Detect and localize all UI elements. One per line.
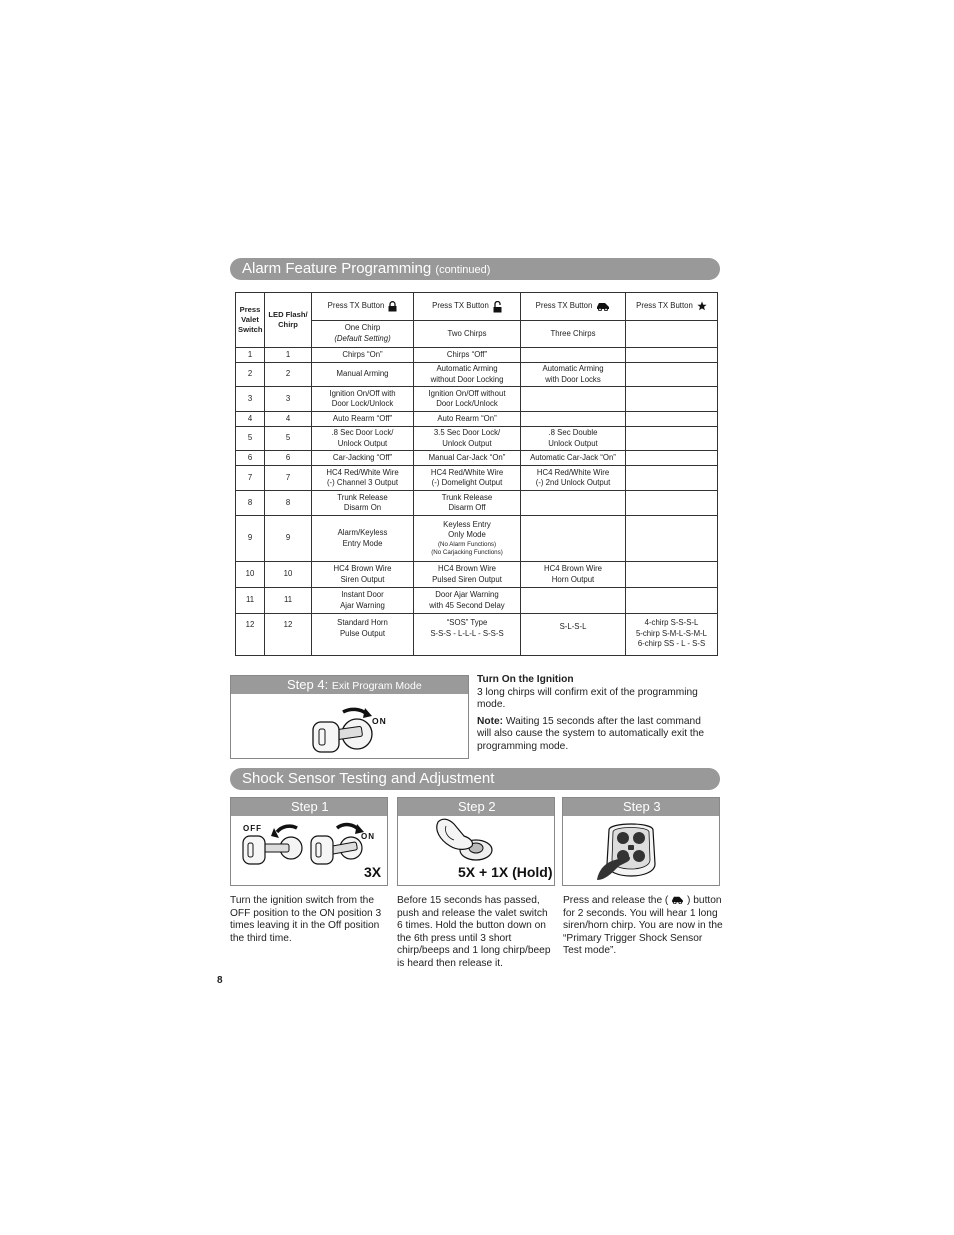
step4-subtitle: Exit Program Mode (331, 680, 422, 692)
ignition-key-icon (239, 820, 309, 870)
section-banner-alarm-programming (230, 258, 720, 280)
press-count: 5X + 1X (Hold) (458, 864, 553, 880)
led-count: 10 (265, 562, 312, 588)
valet-switch-finger-icon (432, 818, 502, 866)
step3-panel (562, 797, 720, 886)
valet-count: 12 (236, 614, 265, 656)
table-cell: Chirps “Off” (414, 348, 521, 363)
header-led-flash-chirp: LED Flash/ Chirp (265, 293, 312, 348)
banner-title: Shock Sensor Testing and Adjustment (242, 770, 495, 787)
table-cell: Automatic Arming with Door Locks (521, 363, 626, 387)
valet-count: 11 (236, 588, 265, 614)
step3-title: Step 3 (563, 798, 719, 816)
header-press-valet-switch: Press Valet Switch (236, 293, 265, 348)
step4-header (231, 676, 468, 694)
table-cell: HC4 Red/White Wire (-) 2nd Unlock Output (521, 466, 626, 491)
table-cell: .8 Sec Double Unlock Output (521, 427, 626, 451)
table-cell: HC4 Brown Wire Siren Output (312, 562, 414, 588)
table-cell: Automatic Car-Jack “On” (521, 451, 626, 466)
default-cell: Three Chirps (521, 321, 626, 348)
led-count: 5 (265, 427, 312, 451)
table-cell: Auto Rearm “Off” (312, 412, 414, 427)
page-number: 8 (217, 975, 223, 986)
header-tx-car: Press TX Button (521, 293, 626, 321)
lock-open-icon (493, 301, 502, 313)
table-row (236, 466, 718, 491)
ignition-key-icon (309, 696, 399, 758)
table-cell (626, 516, 718, 562)
valet-count: 4 (236, 412, 265, 427)
step4-note: Note: Waiting 15 seconds after the last command will also cause the system to automatically exit the programming mode. (477, 715, 705, 752)
led-count: 3 (265, 387, 312, 412)
table-cell (626, 412, 718, 427)
table-cell (521, 588, 626, 614)
remote-transmitter-icon (597, 820, 677, 884)
car-icon (671, 895, 684, 904)
table-cell: Alarm/Keyless Entry Mode (312, 516, 414, 562)
step2-text: Before 15 seconds has passed, push and release the valet switch 6 times. Hold the button down on the 6th press until 3 short chirp/beeps and 1 long chirp/beep is heard then release it. (397, 895, 551, 969)
banner-title: Alarm Feature Programming (242, 260, 432, 277)
table-row (236, 363, 718, 387)
step2-panel (397, 797, 555, 886)
table-row (236, 451, 718, 466)
programming-table (235, 292, 718, 656)
default-cell (626, 321, 718, 348)
table-cell: Door Ajar Warning with 45 Second Delay (414, 588, 521, 614)
valet-count: 2 (236, 363, 265, 387)
table-cell: Instant Door Ajar Warning (312, 588, 414, 614)
table-cell (626, 491, 718, 516)
table-cell: S-L-S-L (521, 614, 626, 656)
table-row (236, 588, 718, 614)
table-cell (626, 363, 718, 387)
led-count: 1 (265, 348, 312, 363)
star-icon (697, 301, 707, 311)
default-setting-cell: One Chirp (Default Setting) (312, 321, 414, 348)
table-row (236, 427, 718, 451)
table-cell: Ignition On/Off with Door Lock/Unlock (312, 387, 414, 412)
led-count: 4 (265, 412, 312, 427)
valet-count: 1 (236, 348, 265, 363)
table-cell: Ignition On/Off without Door Lock/Unlock (414, 387, 521, 412)
header-tx-unlock: Press TX Button (414, 293, 521, 321)
step1-text: Turn the ignition switch from the OFF position to the ON position 3 times leaving it in the Off position the third time. (230, 895, 382, 944)
step4-heading: Turn On the Ignition (477, 674, 574, 685)
table-cell (521, 516, 626, 562)
table-cell: HC4 Red/White Wire (-) Channel 3 Output (312, 466, 414, 491)
ignition-key-icon (307, 820, 377, 870)
table-cell: “SOS” Type S-S-S - L-L-L - S-S-S (414, 614, 521, 656)
off-label: OFF (243, 824, 262, 833)
table-cell: 3.5 Sec Door Lock/ Unlock Output (414, 427, 521, 451)
on-label: ON (361, 832, 375, 841)
default-cell: Two Chirps (414, 321, 521, 348)
table-cell: Manual Car-Jack “On” (414, 451, 521, 466)
table-cell (521, 491, 626, 516)
table-row (236, 412, 718, 427)
table-row (236, 387, 718, 412)
table-row (236, 516, 718, 562)
step1-panel (230, 797, 388, 886)
valet-count: 8 (236, 491, 265, 516)
led-count: 6 (265, 451, 312, 466)
led-count: 2 (265, 363, 312, 387)
repeat-count: 3X (364, 864, 382, 880)
table-cell (626, 562, 718, 588)
banner-subtitle: (continued) (435, 264, 491, 276)
valet-count: 7 (236, 466, 265, 491)
table-cell (626, 588, 718, 614)
table-cell: Chirps “On” (312, 348, 414, 363)
table-cell: Trunk Release Disarm Off (414, 491, 521, 516)
step1-title: Step 1 (231, 798, 387, 816)
table-cell: Standard Horn Pulse Output (312, 614, 414, 656)
led-count: 11 (265, 588, 312, 614)
table-cell (626, 348, 718, 363)
table-cell: 4-chirp S-S-S-L 5-chirp S-M-L-S-M-L 6-chirp SS - L - S-S (626, 614, 718, 656)
led-count: 7 (265, 466, 312, 491)
table-cell: HC4 Red/White Wire (-) Domelight Output (414, 466, 521, 491)
header-tx-lock: Press TX Button (312, 293, 414, 321)
table-cell: Car-Jacking “Off” (312, 451, 414, 466)
step2-title: Step 2 (398, 798, 554, 816)
step3-text: Press and release the ( ) button for 2 seconds. You will hear 1 long siren/horn chirp. You are now in the “Primary Trigger Shock Sensor Test mode”. (563, 895, 723, 957)
table-cell: Automatic Arming without Door Locking (414, 363, 521, 387)
table-cell: .8 Sec Door Lock/ Unlock Output (312, 427, 414, 451)
valet-count: 10 (236, 562, 265, 588)
valet-count: 6 (236, 451, 265, 466)
table-cell: HC4 Brown Wire Pulsed Siren Output (414, 562, 521, 588)
table-row (236, 348, 718, 363)
table-cell: Keyless Entry Only Mode (No Alarm Functions) (No Carjacking Functions) (414, 516, 521, 562)
table-cell (521, 348, 626, 363)
step4-title: Step 4: (287, 677, 329, 692)
led-count: 12 (265, 614, 312, 656)
valet-count: 9 (236, 516, 265, 562)
table-cell (626, 427, 718, 451)
valet-count: 3 (236, 387, 265, 412)
lock-closed-icon (388, 301, 397, 312)
table-cell: Manual Arming (312, 363, 414, 387)
table-cell (626, 387, 718, 412)
table-cell (626, 466, 718, 491)
led-count: 9 (265, 516, 312, 562)
table-cell: Trunk Release Disarm On (312, 491, 414, 516)
section-banner-shock-sensor (230, 768, 720, 790)
led-count: 8 (265, 491, 312, 516)
table-row (236, 562, 718, 588)
table-cell: Auto Rearm “On” (414, 412, 521, 427)
table-row (236, 614, 718, 656)
valet-count: 5 (236, 427, 265, 451)
on-label: ON (372, 716, 387, 726)
table-cell (521, 387, 626, 412)
table-row (236, 491, 718, 516)
header-tx-star: Press TX Button (626, 293, 718, 321)
step4-instructions (477, 674, 717, 754)
table-cell: HC4 Brown Wire Horn Output (521, 562, 626, 588)
car-icon (596, 301, 610, 311)
table-cell (521, 412, 626, 427)
step4-panel (230, 675, 469, 759)
step4-text: 3 long chirps will confirm exit of the programming mode. (477, 686, 698, 711)
table-cell (626, 451, 718, 466)
